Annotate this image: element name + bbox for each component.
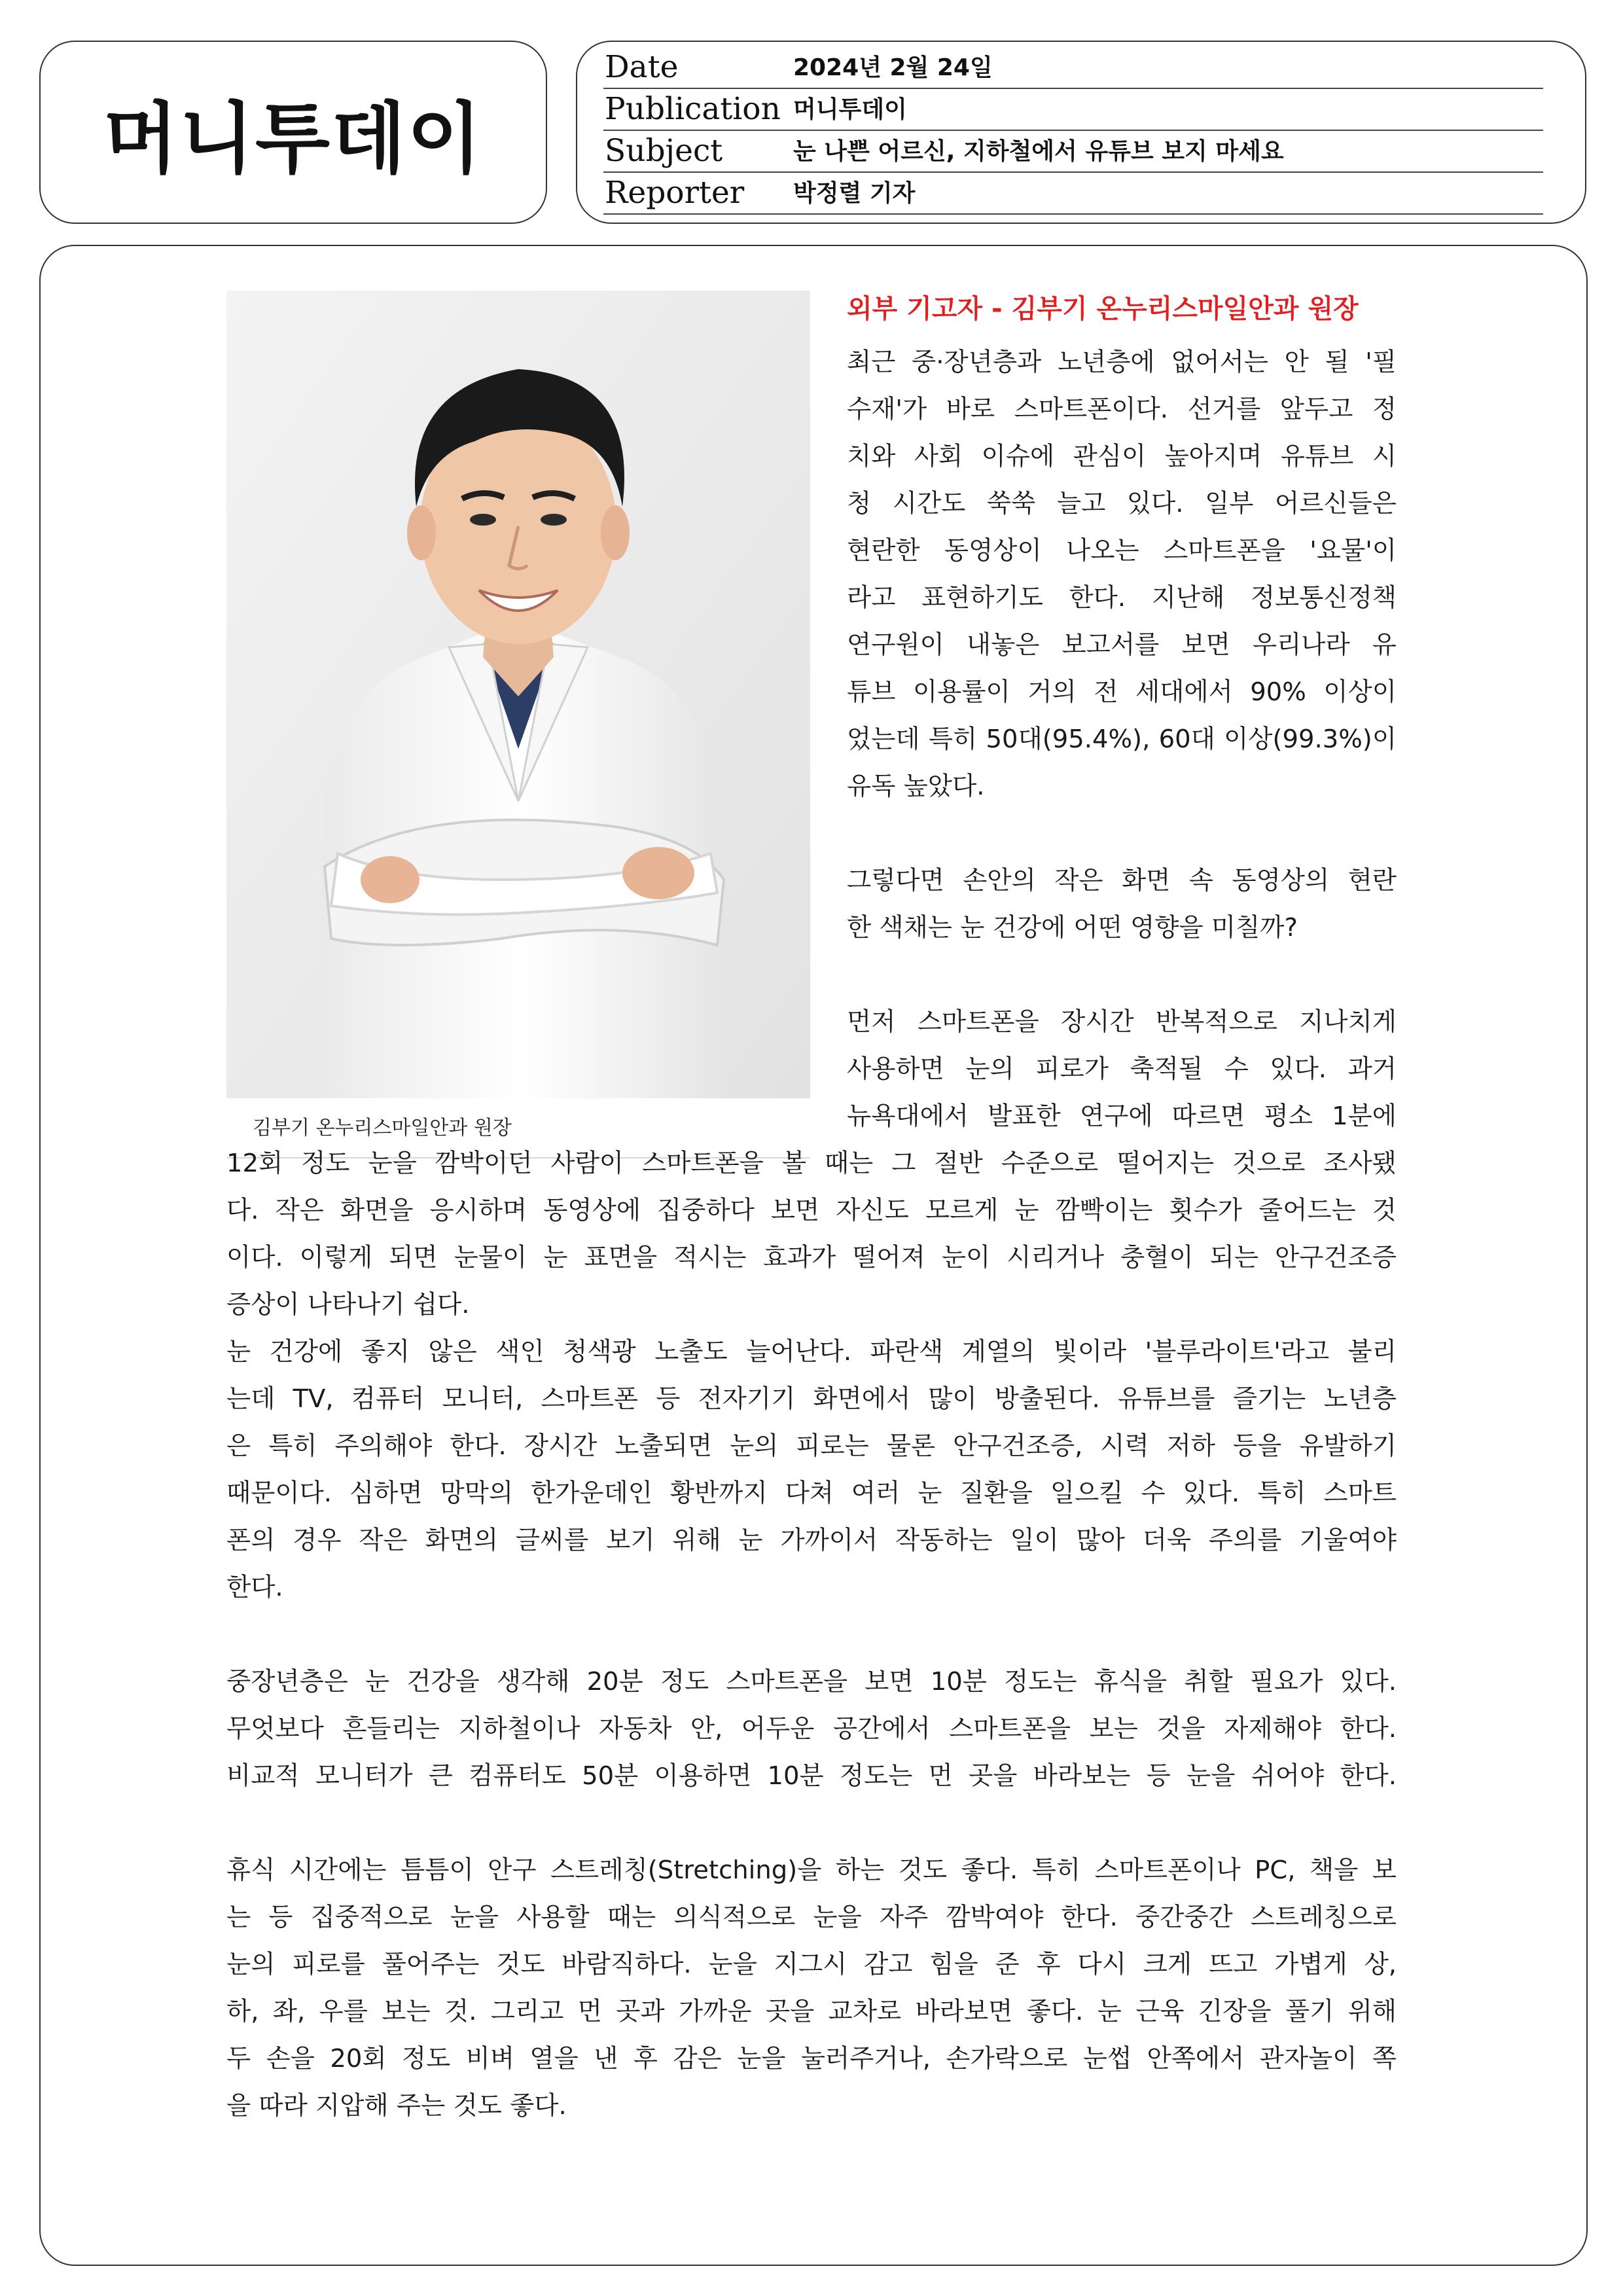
article-line: 눈 건강에 좋지 않은 색인 청색광 노출도 늘어난다. 파란색 계열의 빛이라 '블루라이트'라고 불리 (226, 1337, 1397, 1367)
article-line: 무엇보다 흔들리는 지하철이나 자동차 안, 어두운 공간에서 스마트폰을 보는 것을 자제해야 한다. (226, 1714, 1397, 1744)
article-line: 휴식 시간에는 틈틈이 안구 스트레칭(Stretching)을 하는 것도 좋다. 특히 스마트폰이나 PC, 책을 보 (226, 1856, 1397, 1885)
meta-row-date (603, 47, 1543, 89)
meta-label: Publication (605, 91, 781, 127)
publication-logo: 머니투데이 (103, 94, 483, 184)
article-line: 다. 작은 화면을 응시하며 동영상에 집중하다 보면 자신도 모르게 눈 깜빡이는 횟수가 줄어드는 것 (226, 1196, 1397, 1225)
article-line: 은 특히 주의해야 한다. 장시간 노출되면 눈의 피로는 물론 안구건조증, 시력 저하 등을 유발하기 (226, 1431, 1397, 1461)
article-line (226, 1611, 1397, 1659)
meta-value: 머니투데이 (793, 96, 907, 123)
article-line: 사용하면 눈의 피로가 축적될 수 있다. 과거 (847, 1054, 1397, 1084)
meta-label: Date (605, 49, 679, 85)
meta-value: 눈 나쁜 어르신, 지하철에서 유튜브 보지 마세요 (793, 138, 1284, 165)
article-line: 비교적 모니터가 큰 컴퓨터도 50분 이용하면 10분 정도는 먼 곳을 바라보는 등 눈을 쉬어야 한다. (226, 1761, 1397, 1791)
meta-label: Subject (605, 133, 723, 169)
article-line: 먼저 스마트폰을 장시간 반복적으로 지나치게 (847, 1007, 1397, 1037)
article-line: 이다. 이렇게 되면 눈물이 눈 표면을 적시는 효과가 떨어져 눈이 시리거나 충혈이 되는 안구건조증 (226, 1243, 1397, 1272)
article-line: 때문이다. 심하면 망막의 한가운데인 황반까지 다쳐 여러 눈 질환을 일으킬 수 있다. 특히 스마트 (226, 1479, 1397, 1508)
article-line: 한다. (226, 1573, 283, 1602)
article-line: 청 시간도 쑥쑥 늘고 있다. 일부 어르신들은 (847, 489, 1397, 518)
article-line: 하, 좌, 우를 보는 것. 그리고 먼 곳과 가까운 곳을 교차로 바라보면 좋다. 눈 근육 긴장을 풀기 위해 (226, 1997, 1397, 2026)
article-line: 그렇다면 손안의 작은 화면 속 동영상의 현란 (847, 866, 1397, 895)
meta-row-publication (603, 89, 1543, 131)
article-line: 는 등 집중적으로 눈을 사용할 때는 의식적으로 눈을 자주 깜박여야 한다. 중간중간 스트레칭으로 (226, 1903, 1397, 1932)
meta-value: 2024년 2월 24일 (793, 54, 993, 81)
photo-caption: 김부기 온누리스마일안과 원장 (253, 1117, 512, 1139)
meta-row-subject (603, 131, 1543, 173)
article-metadata-box (576, 41, 1586, 224)
article-line: 라고 표현하기도 한다. 지난해 정보통신정책 (847, 583, 1397, 613)
article-line: 한 색채는 눈 건강에 어떤 영향을 미칠까? (847, 913, 1298, 942)
article-byline: 외부 기고자 - 김부기 온누리스마일안과 원장 (847, 294, 1359, 324)
article-line: 최근 중·장년층과 노년층에 없어서는 안 될 '필 (847, 348, 1397, 377)
article-line: 유독 높았다. (847, 772, 985, 801)
meta-row-reporter (603, 173, 1543, 215)
article-line: 치와 사회 이슈에 관심이 높아지며 유튜브 시 (847, 442, 1397, 471)
doctor-portrait-photo (226, 291, 810, 1098)
article-line (847, 952, 1397, 999)
article-line: 12회 정도 눈을 깜박이던 사람이 스마트폰을 볼 때는 그 절반 수준으로 떨어지는 것으로 조사됐 (226, 1149, 1397, 1178)
meta-value: 박정렬 기자 (793, 180, 916, 207)
publication-logo-box (39, 41, 547, 224)
article-line (226, 1800, 1397, 1847)
article-line (847, 810, 1397, 857)
article-line: 증상이 나타나기 쉽다. (226, 1290, 470, 1319)
article-line: 었는데 특히 50대(95.4%), 60대 이상(99.3%)이 (847, 725, 1397, 754)
article-line: 뉴욕대에서 발표한 연구에 따르면 평소 1분에 (847, 1102, 1397, 1131)
article-line: 폰의 경우 작은 화면의 글씨를 보기 위해 눈 가까이서 작동하는 일이 많아 더욱 주의를 기울여야 (226, 1526, 1397, 1555)
article-line: 수재'가 바로 스마트폰이다. 선거를 앞두고 정 (847, 395, 1397, 424)
meta-label: Reporter (605, 175, 745, 211)
article-line: 눈의 피로를 풀어주는 것도 바람직하다. 눈을 지그시 감고 힘을 준 후 다시 크게 뜨고 가볍게 상, (226, 1950, 1397, 1979)
doctor-portrait-icon (226, 291, 810, 1098)
article-line: 튜브 이용률이 거의 전 세대에서 90% 이상이 (847, 677, 1397, 707)
article-line: 두 손을 20회 정도 비벼 열을 낸 후 감은 눈을 눌러주거나, 손가락으로 눈썹 안쪽에서 관자놀이 쪽 (226, 2044, 1397, 2073)
article-line: 을 따라 지압해 주는 것도 좋다. (226, 2091, 567, 2121)
article-line: 현란한 동영상이 나오는 스마트폰을 '요물'이 (847, 536, 1397, 565)
article-line: 는데 TV, 컴퓨터 모니터, 스마트폰 등 전자기기 화면에서 많이 방출된다. 유튜브를 즐기는 노년층 (226, 1384, 1397, 1414)
article-line: 중장년층은 눈 건강을 생각해 20분 정도 스마트폰을 보면 10분 정도는 휴식을 취할 필요가 있다. (226, 1667, 1397, 1696)
article-line: 연구원이 내놓은 보고서를 보면 우리나라 유 (847, 630, 1397, 660)
